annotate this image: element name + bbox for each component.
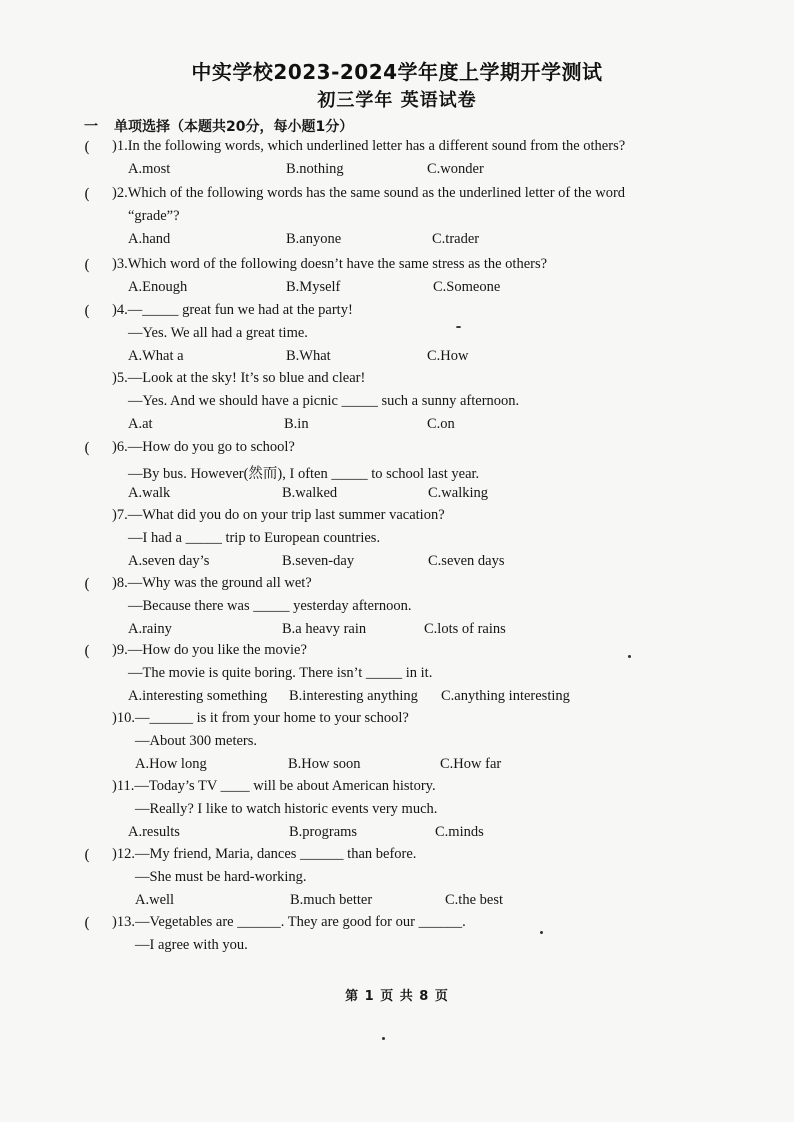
option-b[interactable]: B.programs xyxy=(289,824,358,840)
question-13 xyxy=(0,914,794,953)
question-stem xyxy=(112,370,365,387)
section-number: 一 xyxy=(84,119,98,135)
question-10 xyxy=(0,710,794,772)
option-c[interactable]: C.seven days xyxy=(428,553,505,569)
option-b[interactable]: B.anyone xyxy=(286,231,342,247)
section-title: 单项选择（本题共20分，每小题1分） xyxy=(114,119,354,135)
option-a[interactable]: A.seven day’s xyxy=(128,553,210,569)
question-stem xyxy=(112,138,625,155)
option-c[interactable]: C.the best xyxy=(445,892,503,908)
section-heading xyxy=(84,116,353,136)
answer-bracket[interactable]: ( xyxy=(84,256,90,274)
option-b[interactable]: B.walked xyxy=(282,485,338,501)
option-a[interactable]: A.results xyxy=(128,824,180,840)
bracket-close: ) xyxy=(112,439,117,455)
bracket-close: ) xyxy=(112,138,117,154)
question-4 xyxy=(0,302,794,364)
option-c[interactable]: C.wonder xyxy=(427,161,484,177)
question-text: 7.—What did you do on your trip last summer vacation? xyxy=(116,507,445,523)
bracket-close: ) xyxy=(112,575,117,591)
option-c[interactable]: C.minds xyxy=(435,824,484,840)
question-text: 6.—How do you go to school? xyxy=(116,439,295,455)
question-12 xyxy=(0,846,794,908)
question-line: —I had a _____ trip to European countries. xyxy=(128,530,381,546)
answer-bracket[interactable]: ( xyxy=(84,439,90,457)
question-text: 12.—My friend, Maria, dances ______ than before. xyxy=(116,846,417,862)
option-c[interactable]: C.How xyxy=(427,348,469,364)
question-line: —Yes. And we should have a picnic _____ such a sunny afternoon. xyxy=(128,393,520,409)
option-a[interactable]: A.How long xyxy=(135,756,207,772)
exam-title: 中实学校2023-2024学年度上学期开学测试 xyxy=(191,60,603,84)
question-line: —Yes. We all had a great time. xyxy=(128,325,308,341)
option-b[interactable]: B.seven-day xyxy=(282,553,355,569)
question-text: 10.—______ is it from your home to your school? xyxy=(116,710,409,726)
question-stem xyxy=(112,778,436,795)
question-8 xyxy=(0,575,794,637)
option-b[interactable]: B.a heavy rain xyxy=(282,621,367,637)
question-stem xyxy=(112,575,312,592)
scan-speck xyxy=(456,326,461,328)
question-stem xyxy=(112,185,625,202)
option-c[interactable]: C.on xyxy=(427,416,455,432)
scan-speck xyxy=(382,1037,385,1040)
question-text: 8.—Why was the ground all wet? xyxy=(116,575,312,591)
question-text: 11.—Today’s TV ____ will be about American history. xyxy=(116,778,436,794)
question-stem xyxy=(112,256,547,273)
option-a[interactable]: A.walk xyxy=(128,485,171,501)
question-line: “grade”? xyxy=(128,208,180,224)
bracket-close: ) xyxy=(112,185,117,201)
option-a[interactable]: A.most xyxy=(128,161,171,177)
question-text: 4.—_____ great fun we had at the party! xyxy=(116,302,353,318)
question-line: —The movie is quite boring. There isn’t _____ in it. xyxy=(128,665,433,681)
question-stem xyxy=(112,710,409,727)
question-stem xyxy=(112,914,466,931)
question-text: 13.—Vegetables are ______. They are good for our ______. xyxy=(116,914,466,930)
question-6 xyxy=(0,439,794,501)
option-b[interactable]: B.nothing xyxy=(286,161,344,177)
question-text: 2.Which of the following words has the same sound as the underlined letter of the word xyxy=(116,185,626,201)
question-7 xyxy=(0,507,794,569)
option-b[interactable]: B.in xyxy=(284,416,309,432)
question-line: —About 300 meters. xyxy=(135,733,258,749)
option-a[interactable]: A.at xyxy=(128,416,153,432)
question-stem xyxy=(112,302,353,319)
bracket-close: ) xyxy=(112,256,117,272)
bracket-close: ) xyxy=(112,846,117,862)
question-stem xyxy=(112,439,295,456)
bracket-close: ) xyxy=(112,507,117,523)
option-a[interactable]: A.interesting something xyxy=(128,688,268,704)
question-2 xyxy=(0,185,794,247)
option-c[interactable]: C.anything interesting xyxy=(441,688,570,704)
option-a[interactable]: A.hand xyxy=(128,231,171,247)
bracket-close: ) xyxy=(112,914,117,930)
option-b[interactable]: B.interesting anything xyxy=(289,688,418,704)
option-a[interactable]: A.rainy xyxy=(128,621,172,637)
bracket-close: ) xyxy=(112,642,117,658)
bracket-close: ) xyxy=(112,778,117,794)
option-c[interactable]: C.lots of rains xyxy=(424,621,506,637)
answer-bracket[interactable]: ( xyxy=(84,138,90,156)
answer-bracket[interactable]: ( xyxy=(84,914,90,932)
question-5 xyxy=(0,370,794,432)
question-line: —She must be hard-working. xyxy=(135,869,307,885)
option-c[interactable]: C.How far xyxy=(440,756,502,772)
question-stem xyxy=(112,507,445,524)
question-line: —By bus. However(然而), I often _____ to school last year. xyxy=(128,466,480,482)
scan-speck xyxy=(628,655,631,658)
question-9 xyxy=(0,642,794,704)
answer-bracket[interactable]: ( xyxy=(84,642,90,660)
answer-bracket[interactable]: ( xyxy=(84,575,90,593)
option-c[interactable]: C.walking xyxy=(428,485,489,501)
page-footer: 第 1 页 共 8 页 xyxy=(345,989,449,1004)
option-b[interactable]: B.What xyxy=(286,348,331,364)
option-b[interactable]: B.Myself xyxy=(286,279,341,295)
question-line: —I agree with you. xyxy=(135,937,248,953)
question-text: 3.Which word of the following doesn’t have the same stress as the others? xyxy=(116,256,548,272)
bracket-close: ) xyxy=(112,710,117,726)
option-c[interactable]: C.trader xyxy=(432,231,480,247)
question-text: 5.—Look at the sky! It’s so blue and clear! xyxy=(116,370,366,386)
option-b[interactable]: B.much better xyxy=(290,892,373,908)
bracket-close: ) xyxy=(112,302,117,318)
question-line: —Because there was _____ yesterday afternoon. xyxy=(128,598,412,614)
option-a[interactable]: A.What a xyxy=(128,348,184,364)
exam-subtitle: 初三学年 英语试卷 xyxy=(317,90,477,111)
answer-bracket[interactable]: ( xyxy=(84,846,90,864)
question-text: 1.In the following words, which underlined letter has a different sound from the others? xyxy=(116,138,626,154)
answer-bracket[interactable]: ( xyxy=(84,185,90,203)
option-a[interactable]: A.Enough xyxy=(128,279,188,295)
question-11 xyxy=(0,778,794,840)
question-line: —Really? I like to watch historic events very much. xyxy=(135,801,438,817)
option-b[interactable]: B.How soon xyxy=(288,756,361,772)
question-3 xyxy=(0,256,794,295)
question-text: 9.—How do you like the movie? xyxy=(116,642,307,658)
scan-speck xyxy=(540,931,543,934)
question-stem xyxy=(112,642,307,659)
question-stem xyxy=(112,846,416,863)
question-1 xyxy=(0,138,794,177)
bracket-close: ) xyxy=(112,370,117,386)
option-c[interactable]: C.Someone xyxy=(433,279,501,295)
option-a[interactable]: A.well xyxy=(135,892,175,908)
answer-bracket[interactable]: ( xyxy=(84,302,90,320)
